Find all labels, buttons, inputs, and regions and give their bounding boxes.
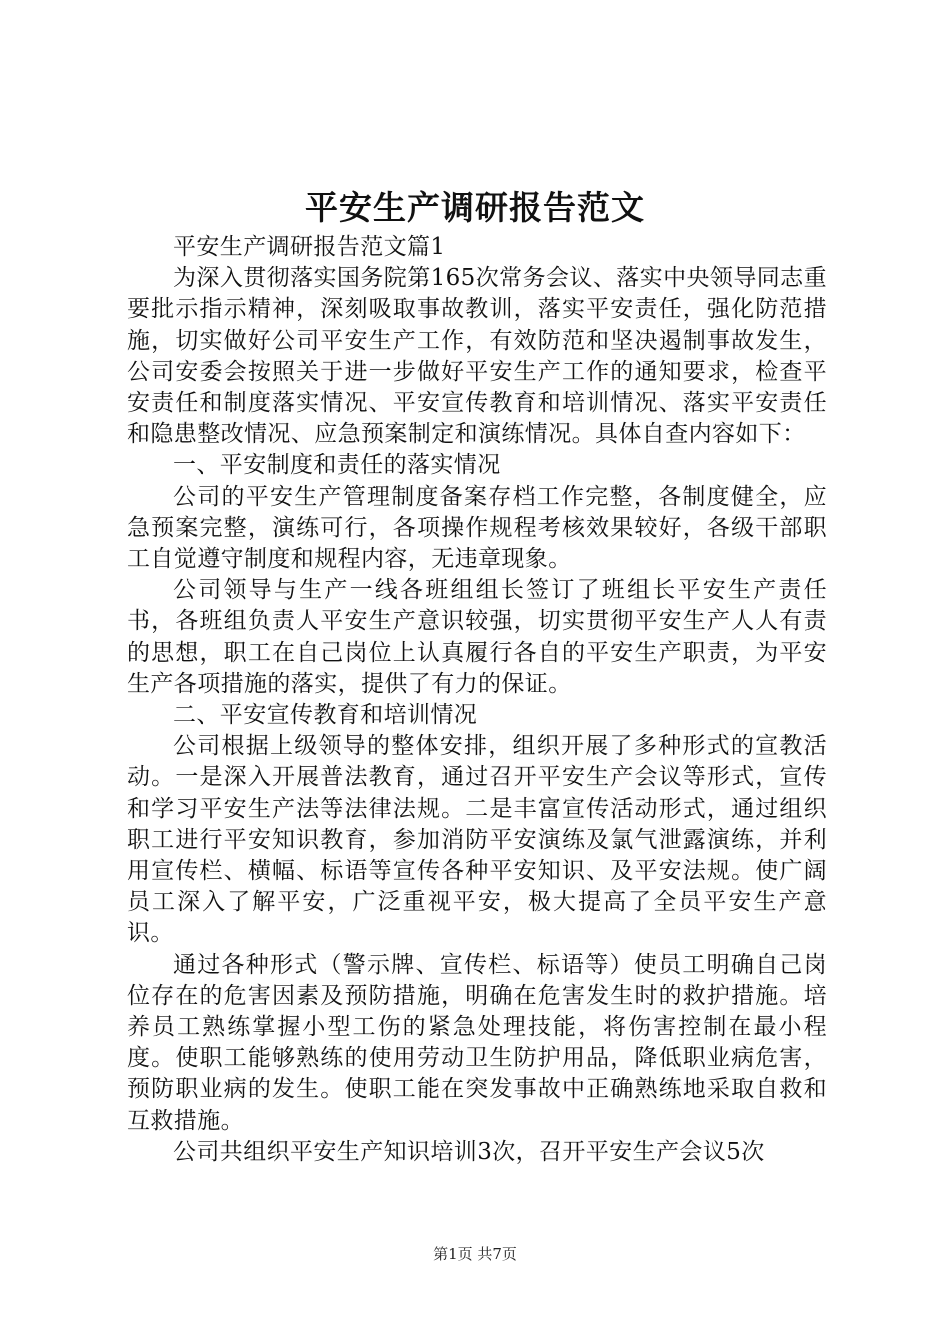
document-title: 平安生产调研报告范文	[305, 188, 645, 227]
paragraph-training-forms: 通过各种形式（警示牌、宣传栏、标语等）使员工明确自己岗位存在的危害因素及预防措施，明确在危害发生时的救护措施。培养员工熟练掌握小型工伤的紧急处理技能，将伤害控制在最小程度。使职工能够熟练的使用劳动卫生防护用品，降低职业病危害，预防职业病的发生。使职工能在突发事故中正确熟练地采取自救和互救措施。	[127, 951, 827, 1134]
section-heading-1: 一、平安制度和责任的落实情况	[173, 452, 501, 479]
paragraph-training-count: 公司共组织平安生产知识培训3次，召开平安生产会议5次	[173, 1138, 765, 1165]
page-footer: 第1页 共7页	[433, 1245, 517, 1263]
paragraph-system-completeness: 公司的平安生产管理制度备案存档工作完整，各制度健全，应急预案完整，演练可行，各项操作规程考核效果较好，各级干部职工自觉遵守制度和规程内容，无违章现象。	[127, 483, 827, 573]
section-heading-2: 二、平安宣传教育和培训情况	[173, 702, 478, 729]
section-heading-article-1: 平安生产调研报告范文篇1	[173, 234, 446, 260]
paragraph-responsibility: 公司领导与生产一线各班组组长签订了班组长平安生产责任书，各班组负责人平安生产意识较强，切实贯彻平安生产人人有责的思想，职工在自己岗位上认真履行各自的平安生产职责，为平安生产各项措施的落实，提供了有力的保证。	[127, 577, 827, 697]
paragraph-publicity: 公司根据上级领导的整体安排，组织开展了多种形式的宣教活动。一是深入开展普法教育，通过召开平安生产会议等形式，宣传和学习平安生产法等法律法规。二是丰富宣传活动形式，通过组织职工进行平安知识教育，参加消防平安演练及氯气泄露演练，并利用宣传栏、横幅、标语等宣传各种平安知识、及平安法规。使广阔员工深入了解平安，广泛重视平安，极大提高了全员平安生产意识。	[127, 733, 827, 947]
document-body	[127, 232, 827, 1168]
paragraph-intro: 为深入贯彻落实国务院第165次常务会议、落实中央领导同志重要批示指示精神，深刻吸取事故教训，落实平安责任，强化防范措施，切实做好公司平安生产工作，有效防范和坚决遏制事故发生，公司安委会按照关于进一步做好平安生产工作的通知要求，检查平安责任和制度落实情况、平安宣传教育和培训情况、落实平安责任和隐患整改情况、应急预案制定和演练情况。具体自查内容如下：	[127, 265, 827, 448]
